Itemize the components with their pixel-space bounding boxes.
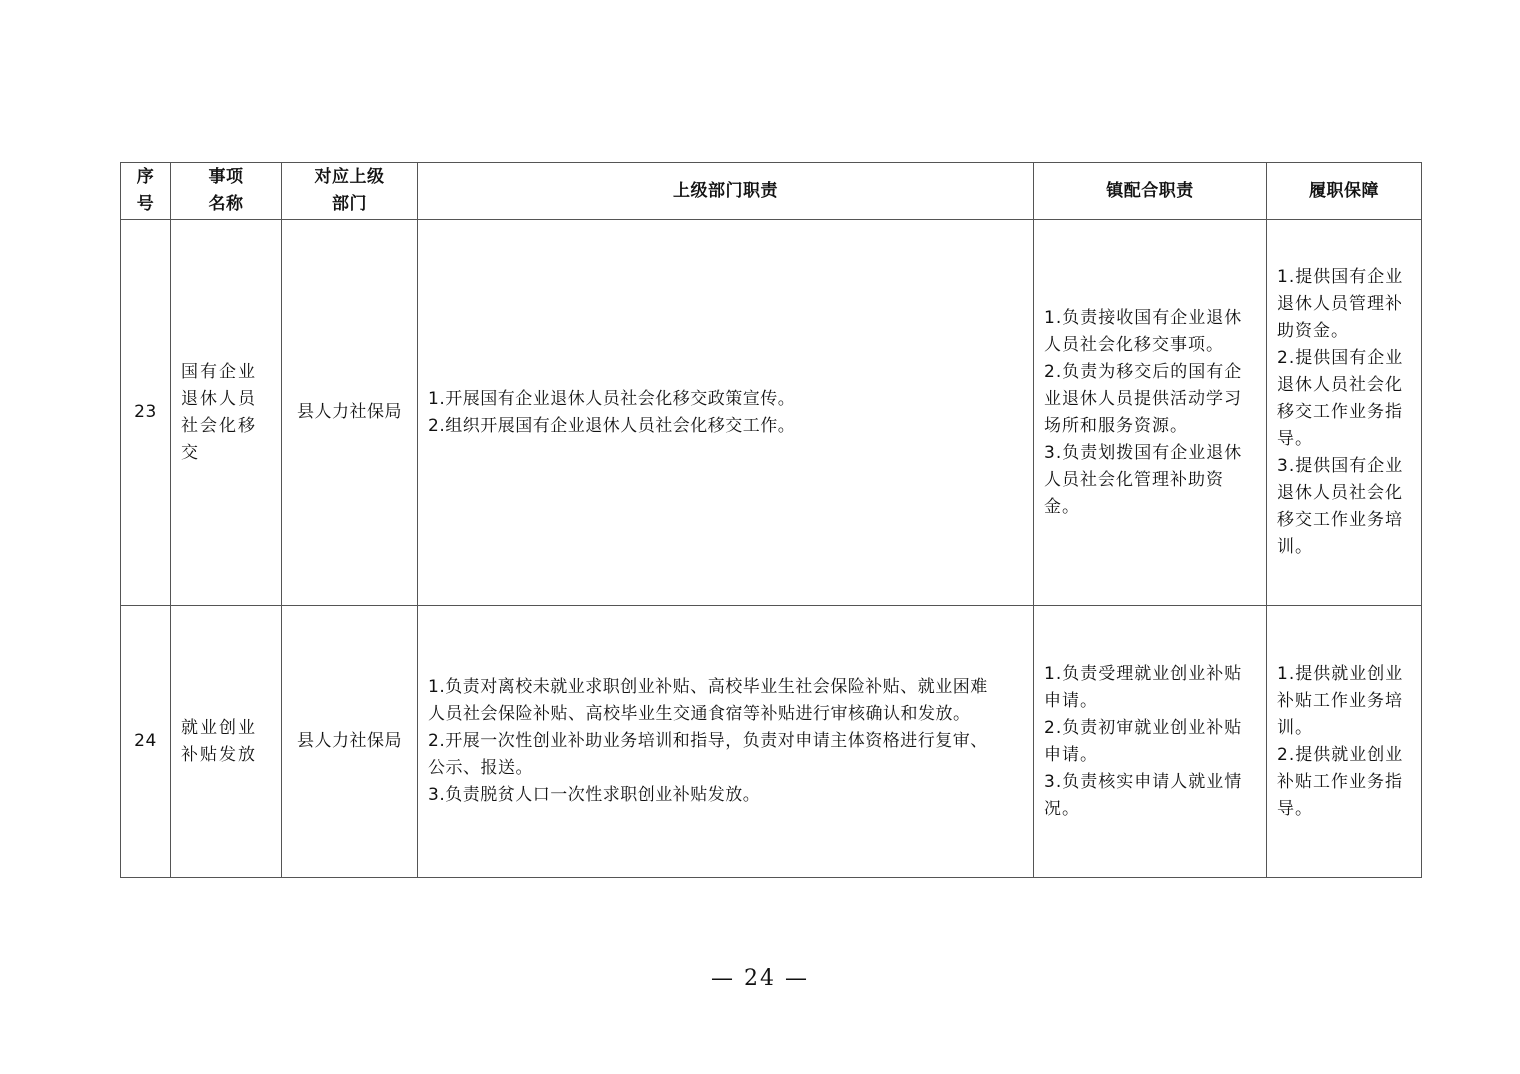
header-upper-duties: 上级部门职责 xyxy=(418,163,1034,220)
table-row xyxy=(121,606,1422,878)
header-seq: 序 号 xyxy=(121,163,171,220)
seq-cell: 23 xyxy=(121,220,171,606)
guarantee-cell: 1.提供国有企业 退休人员管理补 助资金。 2.提供国有企业 退休人员社会化 移交工作业务指 导。 3.提供国有企业 退休人员社会化 移交工作业务培 训。 xyxy=(1267,220,1422,606)
upper-dept-cell: 县人力社保局 xyxy=(282,220,418,606)
duty-table xyxy=(120,162,1422,878)
header-item-name: 事项 名称 xyxy=(171,163,282,220)
header-upper-dept: 对应上级 部门 xyxy=(282,163,418,220)
town-duties-cell: 1.负责接收国有企业退休 人员社会化移交事项。 2.负责为移交后的国有企 业退休人员提供活动学习 场所和服务资源。 3.负责划拨国有企业退休 人员社会化管理补助资 金。 xyxy=(1034,220,1267,606)
town-duties-cell: 1.负责受理就业创业补贴 申请。 2.负责初审就业创业补贴 申请。 3.负责核实申请人就业情 况。 xyxy=(1034,606,1267,878)
item-name-cell: 就业创业 补贴发放 xyxy=(171,606,282,878)
header-guarantee: 履职保障 xyxy=(1267,163,1422,220)
upper-duties-cell: 1.开展国有企业退休人员社会化移交政策宣传。 2.组织开展国有企业退休人员社会化移交工作。 xyxy=(418,220,1034,606)
upper-duties-cell: 1.负责对离校未就业求职创业补贴、高校毕业生社会保险补贴、就业困难 人员社会保险补贴、高校毕业生交通食宿等补贴进行审核确认和发放。 2.开展一次性创业补助业务培训和指导，负责对申请主体资格进行复审、 公示、报送。 3.负责脱贫人口一次性求职创业补贴发放。 xyxy=(418,606,1034,878)
upper-dept-cell: 县人力社保局 xyxy=(282,606,418,878)
table-header-row xyxy=(121,163,1422,220)
seq-cell: 24 xyxy=(121,606,171,878)
header-town-duties: 镇配合职责 xyxy=(1034,163,1267,220)
item-name-cell: 国有企业 退休人员 社会化移 交 xyxy=(171,220,282,606)
guarantee-cell: 1.提供就业创业 补贴工作业务培 训。 2.提供就业创业 补贴工作业务指 导。 xyxy=(1267,606,1422,878)
table-row xyxy=(121,220,1422,606)
page-number: — 24 — xyxy=(711,966,809,991)
